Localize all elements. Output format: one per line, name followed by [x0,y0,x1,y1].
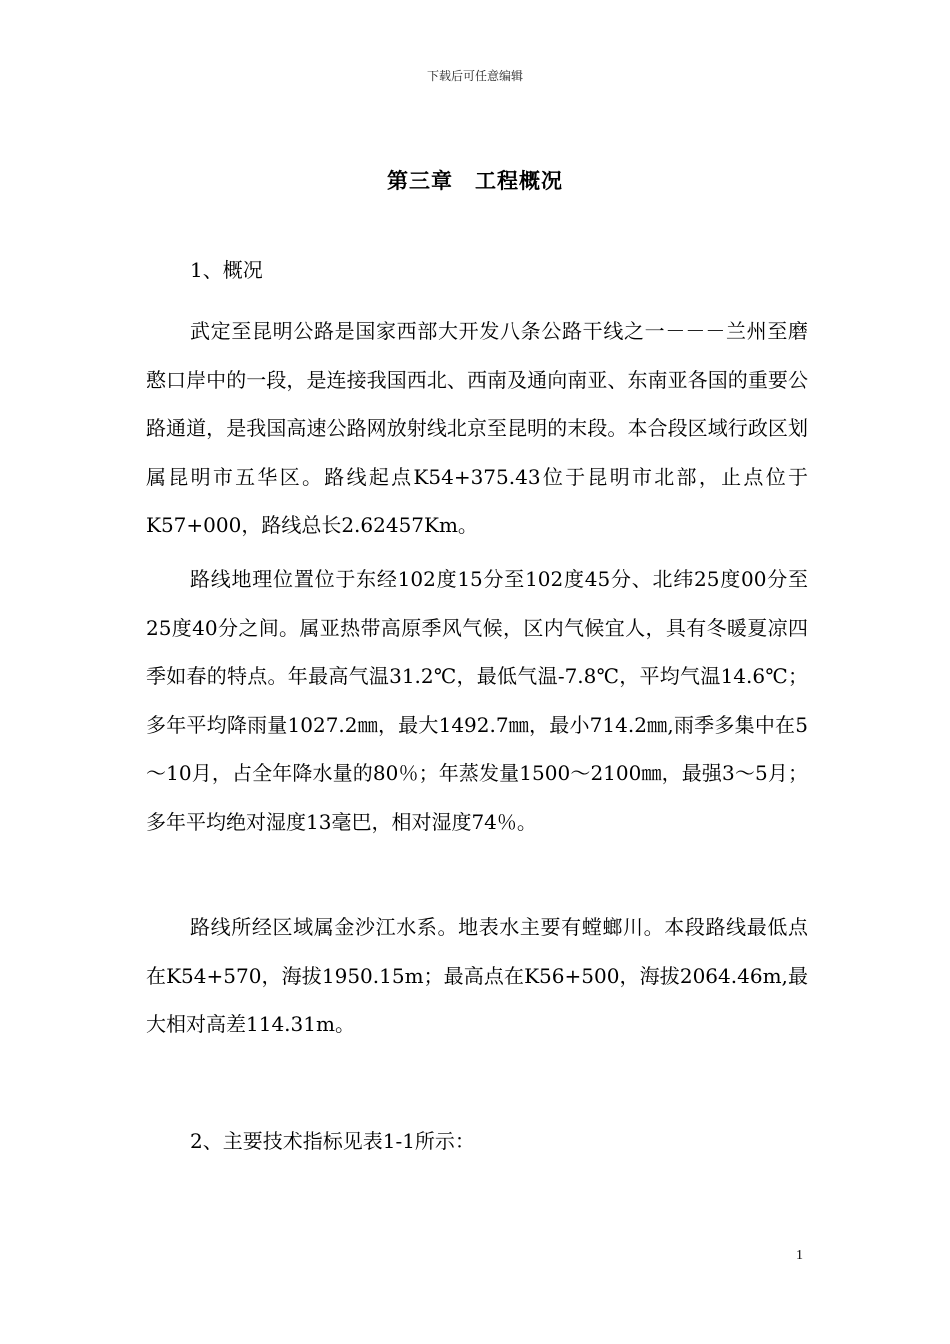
paragraph-route-overview: 武定至昆明公路是国家西部大开发八条公路干线之一－－－兰州至磨憨口岸中的一段，是连接我国西北、西南及通向南亚、东南亚各国的重要公路通道，是我国高速公路网放射线北京至昆明的末段。本合段区域行政区划属昆明市五华区。路线起点K54+375.43位于昆明市北部，止点位于K57+000，路线总长2.62457Km。 [146,319,808,537]
chapter-number: 第三章 [387,169,453,193]
paragraph-climate: 路线地理位置位于东经102度15分至102度45分、北纬25度00分至25度40分之间。属亚热带高原季风气候，区内气候宜人，具有冬暖夏凉四季如春的特点。年最高气温31.2℃，最低气温-7.8℃，平均气温14.6℃；多年平均降雨量1027.2㎜，最大1492.7㎜，最小714.2㎜,雨季多集中在5～10月，占全年降水量的80％；年蒸发量1500～2100㎜，最强3～5月；多年平均绝对湿度13毫巴，相对湿度74％。 [146,567,808,834]
page-header: 下载后可任意编辑 [426,69,523,83]
section-heading-technical-indicators: 2、主要技术指标见表1-1所示： [190,1129,475,1153]
page-number: 1 [796,1248,803,1263]
chapter-name: 工程概况 [475,169,563,193]
chapter-title [0,165,950,195]
paragraph-hydrology: 路线所经区域属金沙江水系。地表水主要有螳螂川。本段路线最低点在K54+570，海拔1950.15m；最高点在K56+500，海拔2064.46m,最大相对高差114.31m。 [146,915,808,1036]
section-heading-overview: 1、概况 [190,258,263,282]
